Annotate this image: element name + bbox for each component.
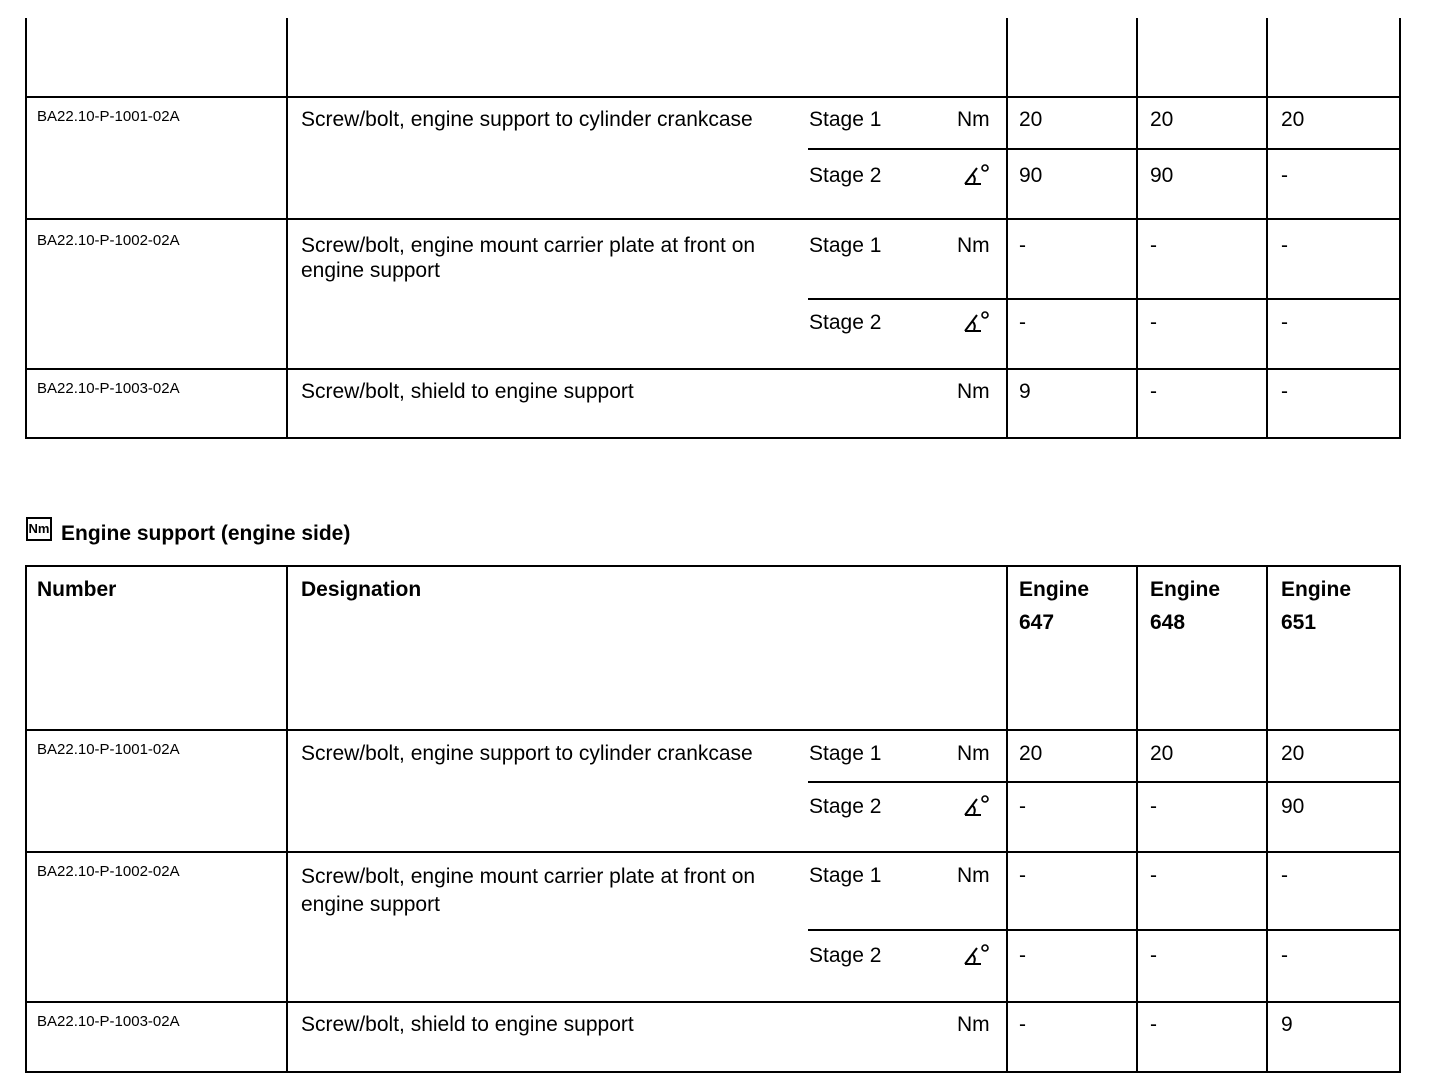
section-title: Engine support (engine side) (61, 522, 351, 545)
table-border (286, 18, 288, 439)
stage-label: Stage 1 (809, 742, 882, 765)
value-engine-648: - (1150, 864, 1157, 887)
value-engine-647: - (1019, 311, 1026, 334)
part-number: BA22.10-P-1001-02A (37, 741, 180, 758)
table-rule (25, 1001, 1401, 1003)
table-border (1136, 18, 1138, 439)
value-engine-648: 20 (1150, 742, 1174, 765)
value-engine-647: 20 (1019, 108, 1043, 131)
value-engine-651: 90 (1281, 795, 1305, 818)
value-engine-651: - (1281, 944, 1288, 967)
value-engine-651: - (1281, 380, 1288, 403)
value-engine-651: 9 (1281, 1013, 1293, 1036)
value-engine-647: 9 (1019, 380, 1031, 403)
table-rule (808, 148, 1401, 150)
header-number: Number (37, 578, 117, 601)
torque-nm-icon: Nm (26, 517, 52, 541)
part-number: BA22.10-P-1002-02A (37, 863, 180, 880)
header-engine-651: Engine 651 (1281, 578, 1352, 634)
value-engine-647: - (1019, 1013, 1026, 1036)
value-engine-647: - (1019, 864, 1026, 887)
stage-label: Stage 1 (809, 108, 882, 131)
table-border (1006, 18, 1008, 439)
table-border (1399, 18, 1401, 439)
table-border (25, 565, 27, 1073)
table-border (1399, 565, 1401, 1073)
value-engine-648: - (1150, 234, 1157, 257)
part-number: BA22.10-P-1003-02A (37, 1013, 180, 1030)
table-rule (25, 851, 1401, 853)
table-border (1136, 565, 1138, 1073)
value-engine-648: - (1150, 380, 1157, 403)
value-engine-648: 90 (1150, 164, 1174, 187)
unit-nm: Nm (957, 380, 990, 403)
part-number: BA22.10-P-1003-02A (37, 380, 180, 397)
angle-icon (962, 942, 990, 968)
designation: Screw/bolt, engine mount carrier plate at front on engine support (301, 865, 756, 916)
unit-nm: Nm (957, 864, 990, 887)
part-number: BA22.10-P-1001-02A (37, 108, 180, 125)
stage-label: Stage 1 (809, 234, 882, 257)
designation: Screw/bolt, engine mount carrier plate at front on engine support (301, 234, 756, 282)
unit-nm: Nm (957, 1013, 990, 1036)
part-number: BA22.10-P-1002-02A (37, 232, 180, 249)
table-border (1006, 565, 1008, 1073)
stage-label: Stage 2 (809, 164, 882, 187)
value-engine-647: - (1019, 944, 1026, 967)
value-engine-651: - (1281, 864, 1288, 887)
value-engine-648: - (1150, 795, 1157, 818)
designation: Screw/bolt, shield to engine support (301, 380, 634, 403)
unit-nm: Nm (957, 108, 990, 131)
angle-icon (962, 162, 990, 188)
stage-label: Stage 2 (809, 311, 882, 334)
value-engine-648: - (1150, 944, 1157, 967)
unit-nm: Nm (957, 234, 990, 257)
table-rule (808, 929, 1401, 931)
angle-icon (962, 309, 990, 335)
angle-icon (962, 793, 990, 819)
value-engine-651: 20 (1281, 108, 1305, 131)
table-rule (25, 368, 1401, 370)
value-engine-648: 20 (1150, 108, 1174, 131)
header-engine-647: Engine 647 (1019, 578, 1090, 634)
header-engine-648: Engine 648 (1150, 578, 1221, 634)
table-rule (25, 96, 1401, 98)
designation: Screw/bolt, engine support to cylinder crankcase (301, 108, 753, 131)
table-rule (808, 781, 1401, 783)
value-engine-648: - (1150, 311, 1157, 334)
designation: Screw/bolt, engine support to cylinder crankcase (301, 742, 753, 765)
header-designation: Designation (301, 578, 422, 601)
value-engine-651: - (1281, 164, 1288, 187)
table-rule (25, 1071, 1401, 1073)
unit-nm: Nm (957, 742, 990, 765)
table-rule (808, 298, 1401, 300)
table-border (25, 18, 27, 439)
table-border (1266, 18, 1268, 439)
value-engine-651: 20 (1281, 742, 1305, 765)
table-border (286, 565, 288, 1073)
stage-label: Stage 2 (809, 795, 882, 818)
value-engine-648: - (1150, 1013, 1157, 1036)
value-engine-647: 90 (1019, 164, 1043, 187)
value-engine-647: - (1019, 234, 1026, 257)
value-engine-651: - (1281, 311, 1288, 334)
table-rule (25, 565, 1401, 567)
table-rule (25, 729, 1401, 731)
table-rule (25, 437, 1401, 439)
table-border (1266, 565, 1268, 1073)
value-engine-647: - (1019, 795, 1026, 818)
value-engine-647: 20 (1019, 742, 1043, 765)
value-engine-651: - (1281, 234, 1288, 257)
stage-label: Stage 1 (809, 864, 882, 887)
stage-label: Stage 2 (809, 944, 882, 967)
designation: Screw/bolt, shield to engine support (301, 1013, 634, 1036)
table-rule (25, 218, 1401, 220)
